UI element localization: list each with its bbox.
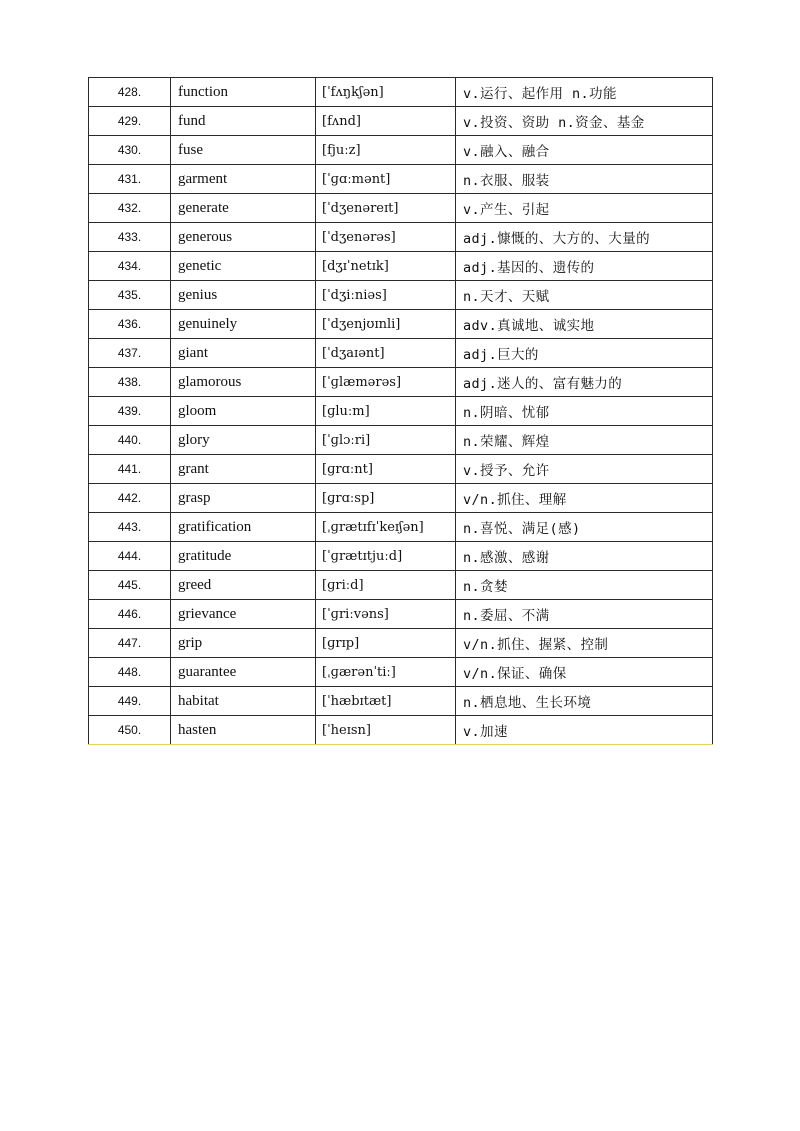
entry-number: 442. bbox=[89, 484, 171, 513]
entry-phonetic: [ˈɡrætɪtjuːd] bbox=[316, 542, 456, 571]
entry-word: generous bbox=[171, 223, 316, 252]
entry-number: 446. bbox=[89, 600, 171, 629]
entry-phonetic: [ˈdʒenəreɪt] bbox=[316, 194, 456, 223]
table-row bbox=[89, 310, 713, 339]
entry-word: genuinely bbox=[171, 310, 316, 339]
entry-word: fuse bbox=[171, 136, 316, 165]
entry-phonetic: [dʒɪˈnetɪk] bbox=[316, 252, 456, 281]
entry-word: gloom bbox=[171, 397, 316, 426]
entry-phonetic: [ˈfʌŋkʃən] bbox=[316, 78, 456, 107]
entry-word: garment bbox=[171, 165, 316, 194]
entry-definition: n.栖息地、生长环境 bbox=[456, 687, 713, 716]
entry-definition: v.投资、资助 n.资金、基金 bbox=[456, 107, 713, 136]
table-row bbox=[89, 223, 713, 252]
entry-number: 447. bbox=[89, 629, 171, 658]
entry-number: 445. bbox=[89, 571, 171, 600]
table-row bbox=[89, 716, 713, 745]
entry-word: gratification bbox=[171, 513, 316, 542]
entry-word: gratitude bbox=[171, 542, 316, 571]
entry-phonetic: [ˈdʒaɪənt] bbox=[316, 339, 456, 368]
entry-definition: adj.迷人的、富有魅力的 bbox=[456, 368, 713, 397]
entry-definition: n.委屈、不满 bbox=[456, 600, 713, 629]
table-row bbox=[89, 252, 713, 281]
entry-number: 433. bbox=[89, 223, 171, 252]
entry-number: 448. bbox=[89, 658, 171, 687]
entry-word: grant bbox=[171, 455, 316, 484]
entry-phonetic: [ɡrɪp] bbox=[316, 629, 456, 658]
entry-definition: v.产生、引起 bbox=[456, 194, 713, 223]
entry-definition: v/n.保证、确保 bbox=[456, 658, 713, 687]
table-row bbox=[89, 571, 713, 600]
entry-number: 438. bbox=[89, 368, 171, 397]
entry-number: 440. bbox=[89, 426, 171, 455]
entry-number: 439. bbox=[89, 397, 171, 426]
entry-phonetic: [fjuːz] bbox=[316, 136, 456, 165]
entry-phonetic: [ɡrɑːnt] bbox=[316, 455, 456, 484]
entry-number: 444. bbox=[89, 542, 171, 571]
entry-phonetic: [ˈɡɑːmənt] bbox=[316, 165, 456, 194]
entry-word: fund bbox=[171, 107, 316, 136]
table-row bbox=[89, 687, 713, 716]
vocabulary-table-body bbox=[89, 78, 713, 745]
entry-number: 431. bbox=[89, 165, 171, 194]
entry-number: 429. bbox=[89, 107, 171, 136]
table-row bbox=[89, 397, 713, 426]
entry-word: function bbox=[171, 78, 316, 107]
entry-number: 430. bbox=[89, 136, 171, 165]
table-row bbox=[89, 513, 713, 542]
entry-word: genetic bbox=[171, 252, 316, 281]
entry-phonetic: [ˌɡrætɪfɪˈkeɪʃən] bbox=[316, 513, 456, 542]
entry-phonetic: [fʌnd] bbox=[316, 107, 456, 136]
entry-word: habitat bbox=[171, 687, 316, 716]
entry-definition: n.天才、天赋 bbox=[456, 281, 713, 310]
entry-number: 450. bbox=[89, 716, 171, 745]
table-row bbox=[89, 281, 713, 310]
entry-number: 449. bbox=[89, 687, 171, 716]
entry-phonetic: [ˈdʒenjʊɪnli] bbox=[316, 310, 456, 339]
entry-phonetic: [ˈdʒenərəs] bbox=[316, 223, 456, 252]
table-row bbox=[89, 600, 713, 629]
entry-definition: adj.慷慨的、大方的、大量的 bbox=[456, 223, 713, 252]
table-row bbox=[89, 339, 713, 368]
entry-definition: n.贪婪 bbox=[456, 571, 713, 600]
entry-word: giant bbox=[171, 339, 316, 368]
table-row bbox=[89, 194, 713, 223]
entry-definition: v/n.抓住、理解 bbox=[456, 484, 713, 513]
entry-definition: adj.基因的、遗传的 bbox=[456, 252, 713, 281]
entry-word: hasten bbox=[171, 716, 316, 745]
entry-number: 428. bbox=[89, 78, 171, 107]
table-row bbox=[89, 455, 713, 484]
table-row bbox=[89, 542, 713, 571]
entry-phonetic: [ˈɡlæmərəs] bbox=[316, 368, 456, 397]
entry-phonetic: [ˈdʒiːniəs] bbox=[316, 281, 456, 310]
entry-word: glory bbox=[171, 426, 316, 455]
entry-definition: n.衣服、服装 bbox=[456, 165, 713, 194]
entry-phonetic: [ˈhæbɪtæt] bbox=[316, 687, 456, 716]
entry-word: generate bbox=[171, 194, 316, 223]
entry-word: grasp bbox=[171, 484, 316, 513]
table-row bbox=[89, 658, 713, 687]
entry-word: grip bbox=[171, 629, 316, 658]
entry-phonetic: [ˈɡlɔːri] bbox=[316, 426, 456, 455]
table-row bbox=[89, 107, 713, 136]
entry-phonetic: [ɡrɑːsp] bbox=[316, 484, 456, 513]
entry-number: 441. bbox=[89, 455, 171, 484]
entry-definition: v.授予、允许 bbox=[456, 455, 713, 484]
entry-word: glamorous bbox=[171, 368, 316, 397]
entry-number: 435. bbox=[89, 281, 171, 310]
entry-word: grievance bbox=[171, 600, 316, 629]
table-row bbox=[89, 78, 713, 107]
entry-definition: n.阴暗、忧郁 bbox=[456, 397, 713, 426]
table-row bbox=[89, 629, 713, 658]
table-row bbox=[89, 426, 713, 455]
table-row bbox=[89, 484, 713, 513]
entry-definition: v/n.抓住、握紧、控制 bbox=[456, 629, 713, 658]
entry-phonetic: [ˈɡriːvəns] bbox=[316, 600, 456, 629]
table-row bbox=[89, 368, 713, 397]
entry-definition: v.运行、起作用 n.功能 bbox=[456, 78, 713, 107]
entry-word: genius bbox=[171, 281, 316, 310]
entry-definition: adv.真诚地、诚实地 bbox=[456, 310, 713, 339]
table-row bbox=[89, 136, 713, 165]
entry-definition: v.加速 bbox=[456, 716, 713, 745]
entry-number: 434. bbox=[89, 252, 171, 281]
entry-phonetic: [ɡluːm] bbox=[316, 397, 456, 426]
entry-word: guarantee bbox=[171, 658, 316, 687]
entry-number: 443. bbox=[89, 513, 171, 542]
entry-number: 437. bbox=[89, 339, 171, 368]
entry-number: 436. bbox=[89, 310, 171, 339]
entry-definition: adj.巨大的 bbox=[456, 339, 713, 368]
entry-definition: n.喜悦、满足(感) bbox=[456, 513, 713, 542]
entry-definition: n.感激、感谢 bbox=[456, 542, 713, 571]
table-row bbox=[89, 165, 713, 194]
entry-word: greed bbox=[171, 571, 316, 600]
entry-number: 432. bbox=[89, 194, 171, 223]
entry-definition: n.荣耀、辉煌 bbox=[456, 426, 713, 455]
entry-phonetic: [ɡriːd] bbox=[316, 571, 456, 600]
vocabulary-table bbox=[88, 77, 713, 745]
entry-definition: v.融入、融合 bbox=[456, 136, 713, 165]
entry-phonetic: [ˈheɪsn] bbox=[316, 716, 456, 745]
entry-phonetic: [ˌɡærənˈtiː] bbox=[316, 658, 456, 687]
